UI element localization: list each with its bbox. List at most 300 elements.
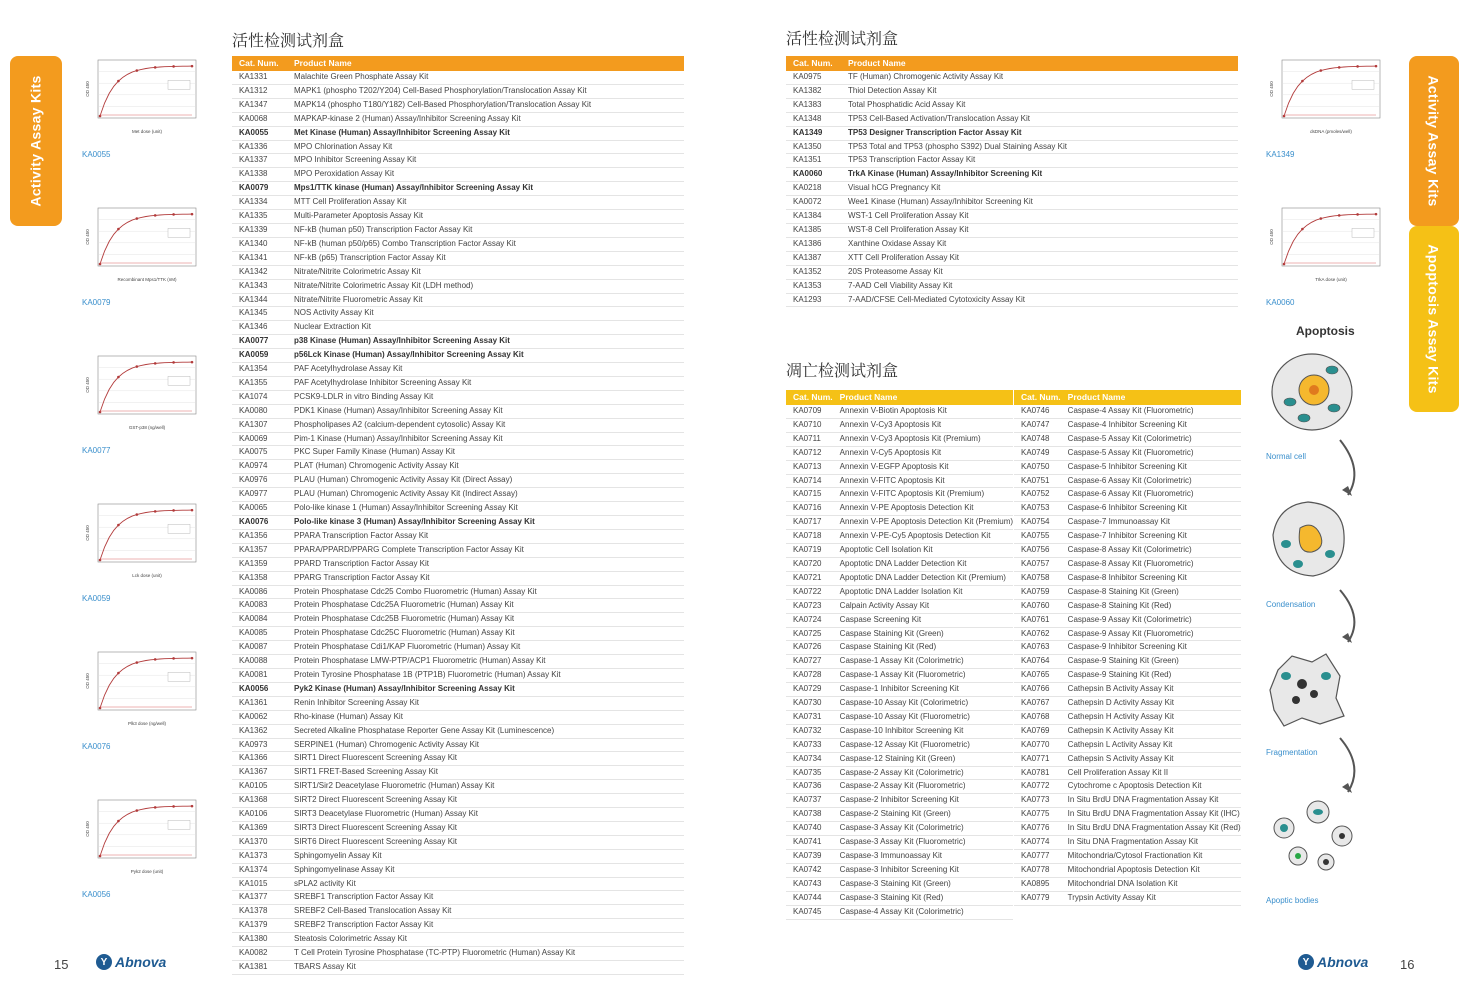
data-point — [117, 80, 120, 83]
data-point — [191, 805, 194, 808]
table-row — [232, 780, 684, 794]
product-name-cell: Cathepsin D Activity Assay Kit — [1067, 698, 1174, 708]
product-name-cell: Mitochondria/Cytosol Fractionation Kit — [1067, 851, 1203, 860]
cat-num-cell: KA1335 — [239, 211, 268, 221]
table-row — [232, 98, 684, 112]
legend-box — [168, 524, 190, 533]
table-row — [232, 655, 684, 669]
table-row — [786, 669, 1013, 683]
x-axis-label: Recombinant Mps1/TTK (nM) — [117, 277, 177, 282]
cat-num-cell: KA1015 — [239, 878, 268, 888]
table-row — [786, 251, 1238, 265]
table-row — [232, 335, 684, 349]
table-row — [786, 446, 1013, 460]
product-name-cell: NOS Activity Assay Kit — [294, 308, 374, 318]
cat-num-cell: KA0975 — [793, 72, 822, 81]
table-row — [786, 168, 1238, 182]
table-row — [232, 307, 684, 321]
table-row — [1014, 516, 1241, 530]
cat-num-cell: KA0973 — [239, 739, 268, 749]
cat-num-cell: KA0724 — [793, 614, 822, 624]
product-name-cell: SERPINE1 (Human) Chromogenic Activity Assay Kit — [294, 739, 479, 749]
cat-num-cell: KA0746 — [1021, 406, 1050, 415]
product-name-cell: Annexin V-Biotin Apoptosis Kit — [839, 406, 947, 415]
y-axis-label: OD 450 — [85, 81, 90, 97]
column-header-cat: Cat. Num. — [786, 56, 841, 71]
product-name-cell: Annexin V-PE Apoptosis Detection Kit — [839, 503, 974, 513]
product-name-cell: Caspase-6 Inhibitor Screening Kit — [1067, 503, 1187, 513]
table-row — [1014, 710, 1241, 724]
product-name-cell: WST-1 Cell Proliferation Assay Kit — [848, 211, 969, 221]
table-row — [232, 961, 684, 975]
table-row — [786, 474, 1013, 488]
cat-num-cell: KA1385 — [793, 224, 822, 234]
condensation-cell-icon — [1273, 502, 1344, 576]
product-name-cell: Caspase Staining Kit (Green) — [839, 628, 944, 638]
data-point — [1356, 65, 1359, 68]
table-row — [232, 293, 684, 307]
product-name-cell: MAPKAP-kinase 2 (Human) Assay/Inhibitor Screening Assay Kit — [294, 113, 521, 123]
data-point — [1320, 217, 1323, 220]
cat-num-cell: KA0744 — [793, 892, 822, 902]
cat-num-cell: KA0763 — [1021, 642, 1050, 652]
data-point — [1301, 228, 1304, 231]
cat-num-cell: KA1353 — [793, 280, 822, 290]
table-row — [232, 265, 684, 279]
table-row — [232, 404, 684, 418]
product-name-cell: Caspase-6 Assay Kit (Fluorometric) — [1067, 489, 1194, 499]
cat-num-cell: KA0075 — [239, 447, 268, 457]
cat-num-cell: KA0711 — [793, 433, 821, 443]
cat-num-cell: KA1386 — [793, 238, 822, 248]
product-name-cell: 7-AAD Cell Viability Assay Kit — [848, 280, 953, 290]
table-row — [786, 891, 1013, 905]
table-row — [786, 752, 1013, 766]
data-point — [191, 509, 194, 512]
apoptosis-table-col2 — [1014, 390, 1241, 906]
normal-cell-icon — [1272, 354, 1352, 430]
assay-curve-chart — [1268, 56, 1388, 136]
product-name-cell: PPARD Transcription Factor Assay Kit — [294, 558, 430, 568]
cat-num-cell: KA1374 — [239, 864, 268, 874]
data-point — [172, 213, 175, 216]
cat-num-cell: KA0725 — [793, 628, 822, 638]
product-name-cell: SIRT3 Direct Fluorescent Screening Assay Kit — [294, 822, 458, 832]
table-row — [232, 502, 684, 516]
product-name-cell: Apoptotic Cell Isolation Kit — [839, 545, 933, 555]
table-row — [786, 627, 1013, 641]
product-name-cell: Mitochondrial Apoptosis Detection Kit — [1067, 864, 1200, 874]
brand-logo-right — [1298, 954, 1368, 970]
product-name-cell: Caspase-12 Staining Kit (Green) — [839, 753, 956, 763]
table-row — [786, 544, 1013, 558]
table-row — [232, 126, 684, 140]
cat-num-cell: KA0065 — [239, 503, 268, 513]
table-row — [232, 474, 684, 488]
cat-num-cell: KA0734 — [793, 753, 822, 763]
y-axis-label: OD 450 — [1269, 229, 1274, 245]
table-row — [1014, 627, 1241, 641]
cat-num-cell: KA0740 — [793, 823, 822, 833]
cat-num-cell: KA0895 — [1021, 878, 1050, 888]
cat-num-cell: KA1370 — [239, 836, 268, 846]
product-name-cell: SIRT1 FRET-Based Screening Assay Kit — [294, 767, 438, 777]
cat-num-cell: KA1377 — [239, 892, 268, 902]
cat-num-cell: KA1345 — [239, 308, 268, 318]
product-name-cell: Trypsin Activity Assay Kit — [1067, 892, 1156, 902]
table-row — [786, 850, 1013, 864]
product-name-cell: p56Lck Kinase (Human) Assay/Inhibitor Screening Assay Kit — [294, 350, 524, 360]
cat-num-cell: KA0716 — [793, 503, 822, 513]
cat-num-cell: KA1339 — [239, 224, 268, 234]
cat-num-cell: KA1361 — [239, 697, 268, 707]
cat-num-cell: KA0976 — [239, 475, 268, 485]
product-name-cell: Visual hCG Pregnancy Kit — [848, 183, 941, 193]
table-row — [232, 390, 684, 404]
table-row — [786, 557, 1013, 571]
product-name-cell: Caspase-3 Assay Kit (Fluorometric) — [839, 837, 966, 847]
table-row — [232, 891, 684, 905]
product-name-cell: Cathepsin S Activity Assay Kit — [1067, 753, 1174, 763]
table-row — [786, 710, 1013, 724]
product-name-cell: Sphingomyelin Assay Kit — [294, 850, 382, 860]
product-name-cell: Caspase-10 Assay Kit (Fluorometric) — [839, 711, 970, 721]
table-row — [232, 237, 684, 251]
product-name-cell: Annexin V-FITC Apoptosis Kit (Premium) — [839, 489, 985, 499]
table-row — [232, 71, 684, 84]
product-name-cell: Caspase-7 Immunoassay Kit — [1067, 517, 1170, 527]
data-point — [172, 65, 175, 68]
data-point — [1375, 213, 1378, 216]
cat-num-cell: KA0722 — [793, 586, 822, 596]
product-name-cell: Annexin V-Cy5 Apoptosis Kit — [839, 447, 942, 457]
product-name-cell: p38 Kinase (Human) Assay/Inhibitor Screening Assay Kit — [294, 336, 510, 346]
product-name-cell: Caspase-3 Staining Kit (Green) — [839, 878, 951, 888]
product-name-cell: MTT Cell Proliferation Assay Kit — [294, 197, 407, 207]
data-point — [136, 513, 139, 516]
fragmentation-cell-icon — [1270, 654, 1344, 726]
product-name-cell: Cathepsin B Activity Assay Kit — [1067, 684, 1174, 694]
assay-curve-chart — [84, 648, 204, 728]
product-name-cell: Multi-Parameter Apoptosis Assay Kit — [294, 211, 423, 221]
product-name-cell: Caspase-5 Assay Kit (Colorimetric) — [1067, 433, 1192, 443]
cat-num-cell: KA0709 — [793, 406, 822, 415]
cat-num-cell: KA0759 — [1021, 586, 1050, 596]
tab-activity-assay-kits-right[interactable] — [1409, 56, 1459, 226]
data-point — [1356, 213, 1359, 216]
y-axis-label: OD 450 — [85, 821, 90, 837]
cat-num-cell: KA1384 — [793, 211, 822, 221]
product-name-cell: Caspase-12 Assay Kit (Fluorometric) — [839, 739, 970, 749]
table-row — [232, 223, 684, 237]
table-row — [232, 599, 684, 613]
product-name-cell: SIRT6 Direct Fluorescent Screening Assay Kit — [294, 836, 458, 846]
product-name-cell: Caspase-8 Inhibitor Screening Kit — [1067, 572, 1187, 582]
data-point — [117, 524, 120, 527]
data-point — [172, 361, 175, 364]
cat-num-cell: KA0733 — [793, 739, 822, 749]
cat-num-cell: KA0762 — [1021, 628, 1050, 638]
product-name-cell: Nuclear Extraction Kit — [294, 322, 371, 332]
cat-num-cell: KA1354 — [239, 364, 268, 374]
product-name-cell: Protein Phosphatase Cdc25B Fluorometric (Human) Assay Kit — [294, 614, 515, 624]
assay-curve-chart — [84, 796, 204, 876]
table-row — [232, 488, 684, 502]
legend-box — [168, 376, 190, 385]
cat-num-cell: KA0775 — [1021, 809, 1050, 819]
y-axis-label: OD 450 — [85, 525, 90, 541]
tab-activity-assay-kits-left[interactable] — [10, 56, 62, 226]
product-name-cell: XTT Cell Proliferation Assay Kit — [848, 252, 960, 262]
product-name-cell: Pyk2 Kinase (Human) Assay/Inhibitor Screening Assay Kit — [294, 683, 515, 693]
y-axis-label: OD 450 — [85, 229, 90, 245]
table-row — [786, 182, 1238, 196]
cat-num-cell: KA0717 — [793, 517, 822, 527]
table-row — [232, 446, 684, 460]
apoptosis-diagram — [1262, 340, 1402, 900]
chart-product-label[interactable]: KA0059 — [82, 594, 111, 603]
product-name-cell: 7-AAD/CFSE Cell-Mediated Cytotoxicity Assay Kit — [848, 294, 1025, 304]
cat-num-cell: KA0751 — [1021, 475, 1050, 485]
data-point — [154, 362, 157, 365]
product-name-cell: In Situ BrdU DNA Fragmentation Assay Kit (Red) — [1067, 823, 1241, 833]
tab-label: Activity Assay Kits — [1426, 75, 1442, 207]
table-row — [232, 112, 684, 126]
cat-num-cell: KA0772 — [1021, 781, 1050, 791]
table-row — [232, 947, 684, 961]
column-header-cat: Cat. Num. — [786, 390, 833, 405]
product-name-cell: Annexin V-EGFP Apoptosis Kit — [839, 461, 949, 471]
product-name-cell: TP53 Transcription Factor Assay Kit — [848, 155, 976, 165]
apoptic-bodies-icon — [1274, 801, 1352, 870]
cat-num-cell: KA1358 — [239, 572, 268, 582]
product-name-cell: Protein Phosphatase Cdi1/KAP Fluorometric (Human) Assay Kit — [294, 642, 521, 652]
product-name-cell: PPARA/PPARD/PPARG Complete Transcription Factor Assay Kit — [294, 544, 524, 554]
data-point — [191, 361, 194, 364]
abnova-logo-icon: Y — [1298, 954, 1314, 970]
product-name-cell: Caspase-9 Staining Kit (Green) — [1067, 656, 1179, 666]
chart-product-label[interactable]: KA0076 — [82, 742, 111, 751]
cat-num-cell: KA0977 — [239, 489, 268, 499]
x-axis-label: Pyk2 dose (unit) — [130, 869, 164, 874]
table-row — [786, 683, 1013, 697]
product-name-cell: TP53 Cell-Based Activation/Translocation Assay Kit — [848, 113, 1031, 123]
table-row — [786, 655, 1013, 669]
left-product-table — [232, 56, 684, 975]
column-header-name: Product Name — [287, 56, 684, 71]
column-header-name: Product Name — [841, 56, 1238, 71]
product-name-cell: MPO Inhibitor Screening Assay Kit — [294, 155, 417, 165]
table-row — [232, 766, 684, 780]
chart-product-label[interactable]: KA0077 — [82, 446, 111, 455]
cat-num-cell: KA1343 — [239, 280, 268, 290]
stage-label-fragmentation: Fragmentation — [1266, 748, 1318, 757]
legend-box — [1352, 80, 1374, 89]
table-row — [786, 613, 1013, 627]
left-section-title: 活性检测试剂盒 — [232, 31, 345, 50]
data-point — [136, 809, 139, 812]
cat-num-cell: KA0077 — [239, 336, 269, 346]
data-point — [117, 376, 120, 379]
table-row — [1014, 683, 1241, 697]
product-name-cell: Rho-kinase (Human) Assay Kit — [294, 711, 403, 721]
table-row — [232, 933, 684, 947]
product-name-cell: Caspase-1 Inhibitor Screening Kit — [839, 684, 959, 694]
product-name-cell: TP53 Total and TP53 (phospho S392) Dual Staining Assay Kit — [848, 141, 1067, 151]
cat-num-cell: KA0218 — [793, 183, 822, 193]
table-row — [232, 321, 684, 335]
table-row — [1014, 724, 1241, 738]
table-row — [786, 112, 1238, 126]
cat-num-cell: KA0087 — [239, 642, 268, 652]
cat-num-cell: KA0714 — [793, 475, 822, 485]
table-row — [232, 418, 684, 432]
table-row — [232, 877, 684, 891]
cat-num-cell: KA0748 — [1021, 433, 1050, 443]
table-row — [786, 502, 1013, 516]
x-axis-label: Met dose (unit) — [131, 129, 163, 134]
cat-num-cell: KA0745 — [793, 906, 822, 916]
table-row — [786, 196, 1238, 210]
cat-num-cell: KA0781 — [1021, 767, 1050, 777]
data-point — [154, 806, 157, 809]
assay-curve-chart — [84, 204, 204, 284]
table-row — [786, 822, 1013, 836]
cat-num-cell: KA0082 — [239, 948, 268, 958]
column-header-name: Product Name — [1061, 390, 1241, 405]
table-row — [786, 599, 1013, 613]
table-row — [1014, 557, 1241, 571]
cat-num-cell: KA0731 — [793, 711, 822, 721]
table-row — [1014, 405, 1241, 418]
product-name-cell: Cytochrome c Apoptosis Detection Kit — [1067, 781, 1202, 791]
cat-num-cell: KA0712 — [793, 447, 822, 457]
product-name-cell: Apoptotic DNA Ladder Detection Kit — [839, 558, 967, 568]
cat-num-cell: KA0754 — [1021, 517, 1050, 527]
chart-product-label[interactable]: KA0055 — [82, 150, 111, 159]
product-name-cell: Caspase-9 Staining Kit (Red) — [1067, 670, 1172, 680]
cat-num-cell: KA0068 — [239, 113, 268, 123]
cat-num-cell: KA0757 — [1021, 558, 1050, 568]
cat-num-cell: KA1342 — [239, 266, 268, 276]
product-name-cell: NF-kB (human p50) Transcription Factor Assay Kit — [294, 224, 473, 234]
product-name-cell: PAF Acetylhydrolase Inhibitor Screening Assay Kit — [294, 377, 472, 387]
cat-num-cell: KA0083 — [239, 600, 268, 610]
product-name-cell: WST-8 Cell Proliferation Assay Kit — [848, 224, 969, 234]
legend-box — [168, 80, 190, 89]
cat-num-cell: KA1334 — [239, 197, 268, 207]
table-row — [1014, 488, 1241, 502]
product-name-cell: Caspase-7 Inhibitor Screening Kit — [1067, 531, 1187, 541]
cat-num-cell: KA1344 — [239, 294, 268, 304]
product-name-cell: Sphingomyelinase Assay Kit — [294, 864, 395, 874]
product-name-cell: Caspase Screening Kit — [839, 614, 922, 624]
stage-label-apoptic-bodies: Apoptic bodies — [1266, 896, 1319, 905]
product-name-cell: Mps1/TTK kinase (Human) Assay/Inhibitor Screening Assay Kit — [294, 183, 534, 193]
legend-box — [168, 228, 190, 237]
product-name-cell: NF-kB (p65) Transcription Factor Assay Kit — [294, 252, 446, 262]
cat-num-cell: KA0743 — [793, 878, 822, 888]
data-point — [136, 661, 139, 664]
apoptosis-diagram-title: Apoptosis — [1296, 324, 1355, 338]
cat-num-cell: KA0730 — [793, 698, 822, 708]
product-name-cell: In Situ BrdU DNA Fragmentation Assay Kit — [1067, 795, 1219, 805]
cat-num-cell: KA0081 — [239, 669, 268, 679]
cat-num-cell: KA0718 — [793, 531, 822, 541]
product-name-cell: Caspase-2 Assay Kit (Fluorometric) — [839, 781, 966, 791]
table-row — [232, 279, 684, 293]
product-name-cell: PLAU (Human) Chromogenic Activity Assay Kit (Direct Assay) — [294, 475, 513, 485]
table-row — [232, 376, 684, 390]
data-point — [154, 66, 157, 69]
cat-num-cell: KA1307 — [239, 419, 268, 429]
cat-num-cell: KA0720 — [793, 558, 822, 568]
brand-name: Abnova — [1317, 954, 1369, 970]
product-name-cell: Caspase-8 Assay Kit (Colorimetric) — [1067, 545, 1192, 555]
table-row — [1014, 418, 1241, 432]
data-point — [172, 657, 175, 660]
table-row — [1014, 697, 1241, 711]
table-row — [232, 529, 684, 543]
table-row — [786, 223, 1238, 237]
chart-product-label[interactable]: KA0056 — [82, 890, 111, 899]
table-row — [786, 530, 1013, 544]
chart-product-label[interactable]: KA1349 — [1266, 150, 1295, 159]
table-row — [232, 182, 684, 196]
product-name-cell: PAF Acetylhydrolase Assay Kit — [294, 364, 403, 374]
product-name-cell: Nitrate/Nitrite Colorimetric Assay Kit (LDH method) — [294, 280, 474, 290]
product-name-cell: Caspase-2 Assay Kit (Colorimetric) — [839, 767, 964, 777]
table-row — [786, 279, 1238, 293]
data-point — [172, 509, 175, 512]
cat-num-cell: KA0715 — [793, 489, 822, 499]
chart-product-label[interactable]: KA0060 — [1266, 298, 1295, 307]
product-name-cell: Caspase-4 Inhibitor Screening Kit — [1067, 419, 1187, 429]
table-row — [232, 682, 684, 696]
product-name-cell: PLAU (Human) Chromogenic Activity Assay Kit (Indirect Assay) — [294, 489, 518, 499]
chart-product-label[interactable]: KA0079 — [82, 298, 111, 307]
table-row — [232, 557, 684, 571]
table-row — [232, 641, 684, 655]
table-row — [786, 405, 1013, 418]
product-name-cell: Protein Tyrosine Phosphatase 1B (PTP1B) Fluorometric (Human) Assay Kit — [294, 669, 561, 679]
table-row — [786, 863, 1013, 877]
tab-label: Activity Assay Kits — [28, 75, 44, 207]
cat-num-cell: KA0770 — [1021, 739, 1050, 749]
tab-apoptosis-assay-kits[interactable] — [1409, 226, 1459, 412]
product-name-cell: MAPK14 (phospho T180/Y182) Cell-Based Phosphorylation/Translocation Assay Kit — [294, 99, 592, 109]
product-name-cell: Calpain Activity Assay Kit — [839, 600, 930, 610]
table-row — [786, 210, 1238, 224]
cat-num-cell: KA0084 — [239, 614, 268, 624]
cat-num-cell: KA0735 — [793, 767, 822, 777]
data-point — [117, 228, 120, 231]
product-name-cell: Caspase-1 Assay Kit (Colorimetric) — [839, 656, 964, 666]
table-row — [786, 460, 1013, 474]
cat-num-cell: KA0080 — [239, 405, 268, 415]
table-row — [1014, 613, 1241, 627]
table-row — [786, 84, 1238, 98]
page-number-left: 15 — [54, 957, 69, 972]
product-name-cell: Caspase-3 Staining Kit (Red) — [839, 892, 944, 902]
cat-num-cell: KA1346 — [239, 322, 268, 332]
product-name-cell: Annexin V-Cy3 Apoptosis Kit (Premium) — [839, 433, 981, 443]
cat-num-cell: KA1348 — [793, 113, 822, 123]
data-point — [1338, 214, 1341, 217]
table-row — [232, 905, 684, 919]
product-name-cell: Annexin V-PE Apoptosis Detection Kit (Premium) — [839, 517, 1014, 527]
product-name-cell: TP53 Designer Transcription Factor Assay Kit — [848, 127, 1022, 137]
